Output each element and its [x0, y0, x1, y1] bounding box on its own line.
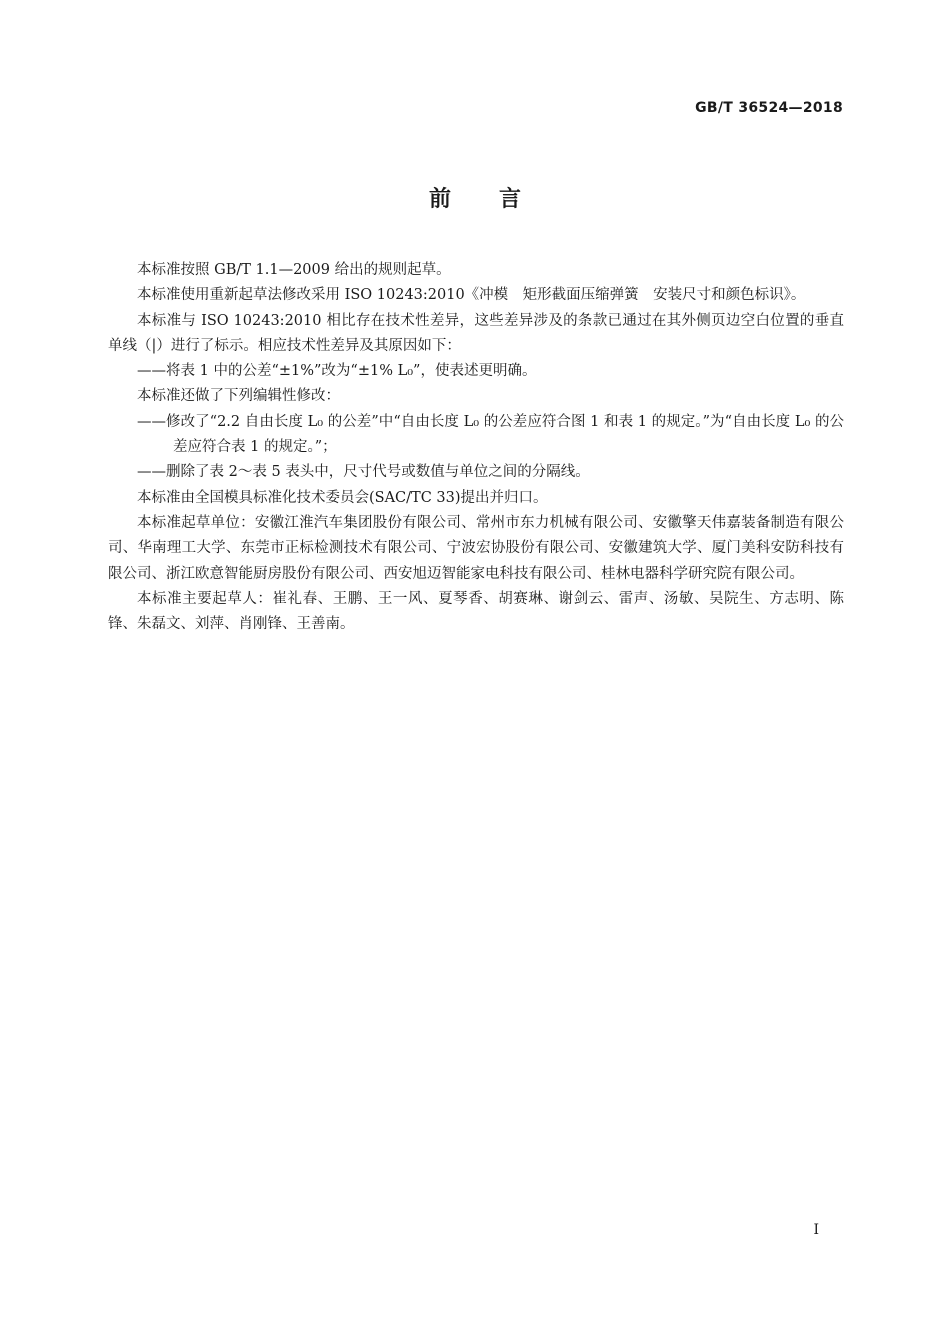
page-number: I: [813, 1222, 819, 1238]
page-title: 前言: [428, 187, 569, 212]
paragraph-adoption: 本标准使用重新起草法修改采用 ISO 10243:2010《冲模 矩形截面压缩弹簧 安装尺寸和颜色标识》。: [137, 287, 806, 304]
dash-item-tolerance: ——将表 1 中的公差“±1%”改为“±1% L₀”，使表述更明确。: [137, 363, 537, 380]
paragraph-technical-differences: 本标准与 ISO 10243:2010 相比存在技术性差异，这些差异涉及的条款已通过在其外侧页边空白位置的垂直单线（|）进行了标示。相应技术性差异及其原因如下：: [108, 312, 844, 354]
dash-item-table-header: ——删除了表 2～表 5 表头中，尺寸代号或数值与单位之间的分隔线。: [137, 464, 590, 481]
dash-item-free-length: ——修改了“2.2 自由长度 L₀ 的公差”中“自由长度 L₀ 的公差应符合图 1 和表 1 的规定。”为“自由长度 L₀ 的公差应符合表 1 的规定。”；: [137, 413, 844, 456]
paragraph-editorial-changes: 本标准还做了下列编辑性修改：: [137, 388, 340, 405]
standard-code: GB/T 36524—2018: [695, 100, 843, 116]
paragraph-drafting-rules: 本标准按照 GB/T 1.1—2009 给出的规则起草。: [137, 262, 451, 278]
paragraph-drafters: 本标准主要起草人：崔礼春、王鹏、王一风、夏琴香、胡赛琳、谢剑云、雷声、汤敏、吴院生、方志明、陈锋、朱磊文、刘萍、肖刚锋、王善南。: [108, 590, 844, 633]
document-body: [108, 258, 844, 637]
paragraph-proposer: 本标准由全国模具标准化技术委员会(SAC/TC 33)提出并归口。: [137, 489, 548, 506]
paragraph-drafting-units: 本标准起草单位：安徽江淮汽车集团股份有限公司、常州市东力机械有限公司、安徽擎天伟嘉装备制造有限公司、华南理工大学、东莞市正标检测技术有限公司、宁波宏协股份有限公司、安徽建筑大学、厦门美科安防科技有限公司、浙江欧意智能厨房股份有限公司、西安旭迈智能家电科技有限公司、桂林电器科学研究院有限公司。: [108, 514, 844, 582]
